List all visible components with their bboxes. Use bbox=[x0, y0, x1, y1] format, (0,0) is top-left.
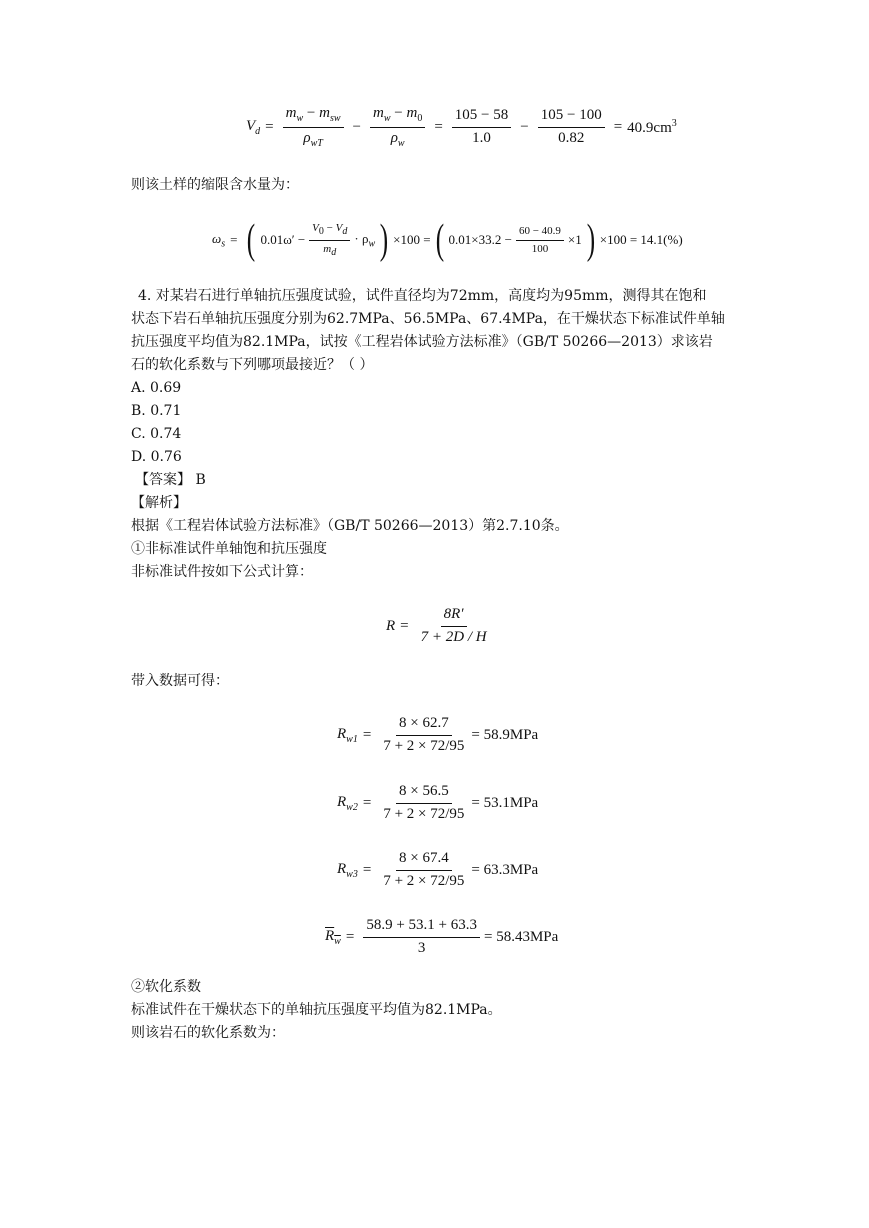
fraction: $\frac{8 \times 67.4}{7 + 2 \times 72/95}$ bbox=[383, 850, 465, 889]
equation-omega-s: $\omega_s$ = ( 0.01ω′ − $\frac{V_0 - V_d}{m_d}$ · $\rho_w$ ) ×100 = ( 0.01×33.2 − $\frac{60 - 40.9}{100}$ ×1 ) ×100 = 14.1(%) bbox=[212, 217, 683, 263]
fraction: $\frac{8R'}{7 + 2D / H}$ bbox=[420, 606, 487, 645]
basis-text: 根据《工程岩体试验方法标准》（GB/T 50266—2013）第2.7.10条。 bbox=[131, 518, 569, 534]
shrink-limit-intro: 则该土样的缩限含水量为： bbox=[131, 177, 299, 193]
fraction: $\frac{105 - 58}{1.0}$ bbox=[452, 107, 511, 147]
fraction: $\frac{8 \times 56.5}{7 + 2 \times 72/95}$ bbox=[383, 783, 465, 822]
substitute-intro: 带入数据可得： bbox=[131, 673, 229, 689]
equation-rw-average: $R_w$ = $\frac{58.9 + 53.1 + 63.3}{3}$ = 58.43MPa bbox=[325, 917, 559, 956]
question-4-line-2: 状态下岩石单轴抗压强度分别为62.7MPa、56.5MPa、67.4MPa，在干燥状态下标准试件单轴 bbox=[131, 311, 725, 327]
step-1-heading: ①非标准试件单轴饱和抗压强度 bbox=[131, 541, 327, 557]
fraction: $\frac{58.9 + 53.1 + 63.3}{3}$ bbox=[363, 917, 480, 957]
dry-strength-text: 标准试件在干燥状态下的单轴抗压强度平均值为82.1MPa。 bbox=[131, 1002, 502, 1018]
fraction: $\frac{60 - 40.9}{100}$ bbox=[516, 225, 564, 255]
question-4-line-1: 4. 对某岩石进行单轴抗压强度试验，试件直径均为72mm，高度均为95mm，测得其在饱和 bbox=[138, 288, 707, 304]
step-2-heading: ②软化系数 bbox=[131, 979, 201, 995]
fraction: $\frac{8 \times 62.7}{7 + 2 \times 72/95}$ bbox=[383, 715, 465, 754]
analysis-label: 【解析】 bbox=[131, 495, 187, 511]
answer-label: 【答案】 B bbox=[135, 472, 206, 488]
question-4-line-4: 石的软化系数与下列哪项最接近？（ ） bbox=[131, 357, 374, 373]
fraction: $\frac{105 - 100}{0.82}$ bbox=[538, 107, 605, 147]
fraction: $\frac{V_0 - V_d}{m_d}$ bbox=[309, 222, 350, 258]
fraction: $\frac{m_w - m_{sw}}{\rho_{wT}}$ bbox=[283, 105, 344, 149]
question-4-line-3: 抗压强度平均值为82.1MPa，试按《工程岩体试验方法标准》（GB/T 50266—2013）求该岩 bbox=[131, 334, 713, 350]
formula-intro: 非标准试件按如下公式计算： bbox=[131, 564, 313, 580]
equation-r: R = $\frac{8R'}{7 + 2D / H}$ bbox=[386, 603, 494, 649]
equation-rw1: $R_{w1}$ = $\frac{8 \times 62.7}{7 + 2 \times 72/95}$ = 58.9MPa bbox=[337, 715, 539, 754]
option-b: B. 0.71 bbox=[131, 403, 182, 419]
option-c: C. 0.74 bbox=[131, 426, 182, 442]
option-d: D. 0.76 bbox=[131, 449, 182, 465]
softening-intro: 则该岩石的软化系数为： bbox=[131, 1025, 285, 1041]
equation-rw3: $R_{w3}$ = $\frac{8 \times 67.4}{7 + 2 \times 72/95}$ = 63.3MPa bbox=[337, 850, 539, 889]
fraction: $\frac{m_w - m_0}{\rho_w}$ bbox=[370, 105, 425, 149]
equation-vd: $V_d$ = $\frac{m_w - m_{sw}}{\rho_{wT}}$ − $\frac{m_w - m_0}{\rho_w}$ = $\frac{105 - 58}{1.0}$ − $\frac{105 - 100}{0.82}$ = $40.9cm^3$ bbox=[246, 105, 677, 149]
equation-rw2: $R_{w2}$ = $\frac{8 \times 56.5}{7 + 2 \times 72/95}$ = 53.1MPa bbox=[337, 783, 539, 822]
option-a: A. 0.69 bbox=[131, 380, 182, 396]
